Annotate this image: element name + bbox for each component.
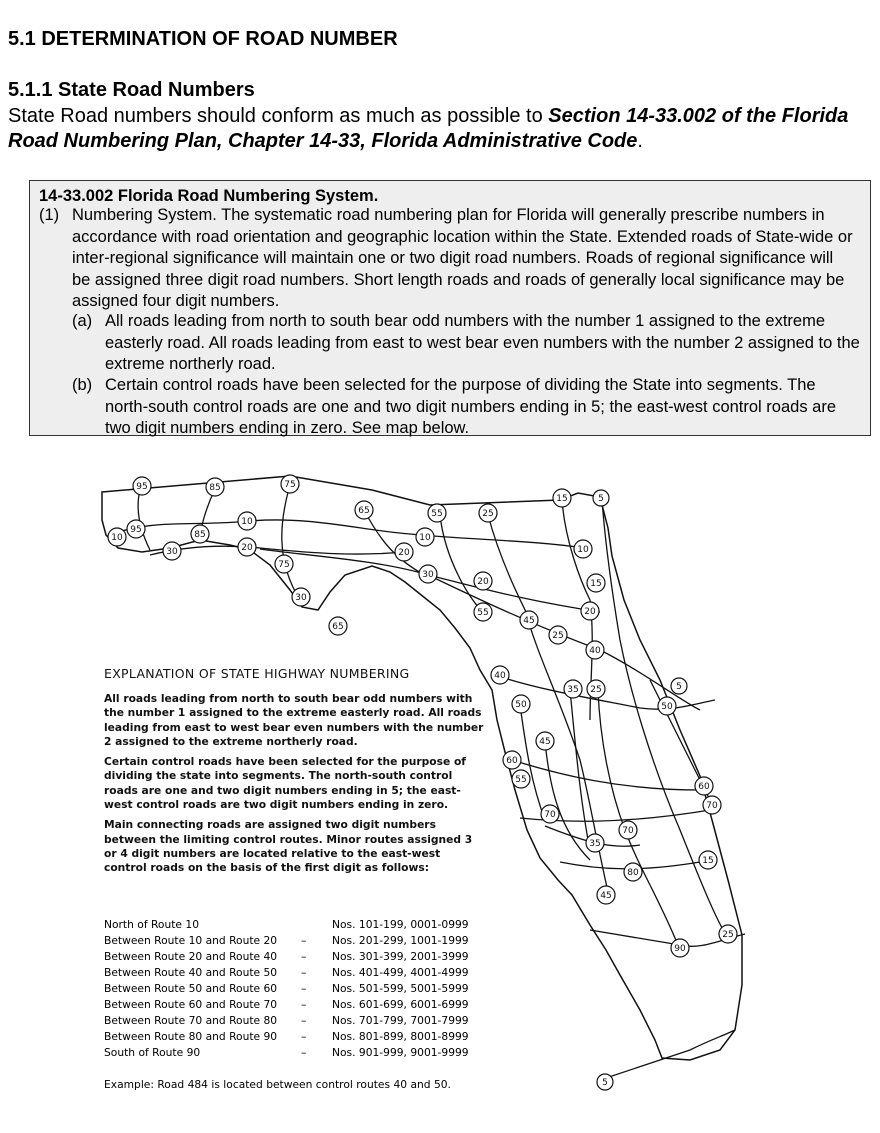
route-marker-label: 10: [111, 533, 123, 543]
range-numbers: Nos. 701-799, 7001-7999: [332, 1014, 469, 1027]
route-marker-label: 10: [419, 533, 431, 543]
range-label: Between Route 60 and Route 70: [104, 998, 278, 1011]
code-reference: Section 14-33.002 of the Florida Road Numbering Plan, Chapter 14-33, Florida Administrative Code: [8, 105, 849, 152]
route-marker: [512, 695, 530, 713]
explanation-paragraph: Main connecting roads are assigned two digit numbers between the limiting control routes. Minor routes assigned 3 or 4 digit numbers are located relative to the east-west control roads on the basis of the first digit as follows:: [104, 818, 473, 875]
range-label: Between Route 80 and Route 90: [104, 1030, 278, 1043]
route-marker-label: 55: [515, 775, 527, 785]
route-marker: [719, 925, 737, 943]
route-marker-label: 15: [590, 579, 602, 589]
route-marker-label: 30: [166, 547, 178, 557]
example-note: Example: Road 484 is located between control routes 40 and 50.: [104, 1078, 451, 1091]
section-title: 5.1 DETERMINATION OF ROAD NUMBER: [8, 28, 398, 50]
range-numbers: Nos. 501-599, 5001-5999: [332, 982, 469, 995]
intro-paragraph: [8, 104, 868, 154]
route-marker-label: 45: [600, 891, 612, 901]
route-marker-label: 75: [284, 480, 296, 490]
rule-label: (a): [72, 312, 93, 330]
route-marker: [292, 588, 310, 606]
route-marker: [587, 680, 605, 698]
route-marker: [108, 528, 126, 546]
range-label: Between Route 70 and Route 80: [104, 1014, 278, 1027]
route-marker: [619, 821, 637, 839]
route-marker-label: 20: [584, 607, 596, 617]
route-marker: [581, 602, 599, 620]
route-marker-label: 70: [706, 801, 718, 811]
route-marker: [491, 666, 509, 684]
rule-label: (1): [39, 206, 60, 224]
rule-text: All roads leading from north to south bear odd numbers with the number 1 assigned to the extreme easterly road. All roads leading from east to west bear even numbers with the number 2 assigned to the extreme northerly road.: [105, 312, 860, 373]
route-marker: [512, 770, 530, 788]
range-dash: –: [301, 1030, 307, 1043]
route-marker: [574, 540, 592, 558]
range-dash: –: [301, 982, 307, 995]
route-marker-label: 15: [702, 856, 714, 866]
route-marker: [553, 489, 571, 507]
route-marker: [597, 886, 615, 904]
explanation-legend: [104, 666, 484, 882]
route-marker: [474, 572, 492, 590]
rule-box-title: 14-33.002 Florida Road Numbering System.: [39, 187, 379, 205]
rule-paragraph-1: [39, 205, 854, 313]
range-numbers: Nos. 601-699, 6001-6999: [332, 998, 469, 1011]
range-numbers: Nos. 401-499, 4001-4999: [332, 966, 469, 979]
route-marker: [281, 475, 299, 493]
route-marker-label: 35: [589, 839, 601, 849]
rule-box: [29, 180, 871, 436]
route-marker-label: 95: [136, 482, 148, 492]
range-dash: –: [301, 1046, 307, 1059]
route-marker: [474, 603, 492, 621]
range-label: Between Route 50 and Route 60: [104, 982, 278, 995]
route-marker: [419, 565, 437, 583]
route-marker-label: 5: [676, 682, 682, 692]
route-marker: [564, 680, 582, 698]
route-marker-label: 70: [622, 826, 634, 836]
route-marker-label: 30: [422, 570, 434, 580]
route-marker: [586, 834, 604, 852]
intro-text: State Road numbers should conform as much as possible to: [8, 105, 549, 127]
rule-label: (b): [72, 376, 93, 394]
route-marker: [416, 528, 434, 546]
route-marker: [541, 805, 559, 823]
route-marker-label: 40: [589, 646, 601, 656]
explanation-paragraph: Certain control roads have been selected for the purpose of dividing the state into segments. The north-south control roads are one and two digit numbers ending in 5; the east-west control roads are two digit numbers ending in zero.: [104, 755, 466, 812]
route-marker: [624, 863, 642, 881]
route-marker-label: 15: [556, 494, 568, 504]
range-label: Between Route 40 and Route 50: [104, 966, 278, 979]
range-numbers: Nos. 901-999, 9001-9999: [332, 1046, 469, 1059]
route-marker-label: 65: [332, 622, 344, 632]
range-label: Between Route 10 and Route 20: [104, 934, 278, 947]
route-marker-label: 80: [627, 868, 639, 878]
route-marker-label: 70: [544, 810, 556, 820]
route-marker: [503, 751, 521, 769]
range-dash: –: [301, 934, 307, 947]
route-marker: [133, 477, 151, 495]
route-marker-label: 10: [241, 517, 253, 527]
route-marker-label: 95: [130, 525, 142, 535]
route-marker-label: 85: [194, 530, 206, 540]
explanation-title: EXPLANATION OF STATE HIGHWAY NUMBERING: [104, 666, 410, 681]
route-marker-label: 55: [477, 608, 489, 618]
route-marker: [329, 617, 347, 635]
route-marker-label: 90: [674, 944, 686, 954]
route-marker: [671, 678, 687, 694]
route-marker-label: 60: [698, 782, 710, 792]
range-dash: –: [301, 1014, 307, 1027]
route-marker-label: 35: [567, 685, 579, 695]
range-numbers: Nos. 301-399, 2001-3999: [332, 950, 469, 963]
route-marker: [520, 611, 538, 629]
route-marker-label: 25: [482, 509, 494, 519]
route-marker-label: 60: [506, 756, 518, 766]
route-marker: [536, 732, 554, 750]
route-marker-label: 45: [523, 616, 535, 626]
range-dash: –: [301, 966, 307, 979]
route-marker: [593, 490, 609, 506]
route-marker-label: 45: [539, 737, 551, 747]
route-marker-label: 75: [278, 560, 290, 570]
route-marker-label: 50: [515, 700, 527, 710]
route-marker-label: 50: [661, 702, 673, 712]
route-marker: [238, 538, 256, 556]
route-marker-label: 20: [398, 548, 410, 558]
route-marker: [191, 525, 209, 543]
range-dash: –: [301, 998, 307, 1011]
range-numbers: Nos. 101-199, 0001-0999: [332, 918, 469, 931]
route-marker: [671, 939, 689, 957]
route-marker-label: 5: [602, 1078, 608, 1088]
subsection-title: 5.1.1 State Road Numbers: [8, 79, 255, 101]
explanation-paragraph: All roads leading from north to south bear odd numbers with the number 1 assigned to the extreme easterly road. All roads leading from east to west bear even numbers with the number 2 assigned to the extreme northerly road.: [104, 692, 484, 748]
route-marker-label: 30: [295, 593, 307, 603]
rule-paragraph-a: [72, 311, 862, 376]
rule-text: Numbering System. The systematic road numbering plan for Florida will generally prescribe numbers in accordance with road orientation and geographic location within the State. Extended roads of State-wide or inter-regional significance will maintain one or two digit road numbers. Roads of regional significance will be assigned three digit road numbers. Short length roads and roads of generally local significance may be assigned four digit numbers.: [72, 206, 853, 310]
route-marker: [428, 504, 446, 522]
route-marker: [587, 574, 605, 592]
rule-text: Certain control roads have been selected for the purpose of dividing the State into segments. The north-south control roads are one and two digit numbers ending in 5; the east-west control roads are two digit numbers ending in zero. See map below.: [105, 376, 837, 437]
route-marker-label: 20: [241, 543, 253, 553]
intro-end: .: [637, 130, 643, 152]
route-marker-label: 85: [209, 483, 221, 493]
range-numbers: Nos. 201-299, 1001-1999: [332, 934, 469, 947]
route-marker: [549, 626, 567, 644]
route-marker: [703, 796, 721, 814]
route-marker-label: 25: [552, 631, 564, 641]
route-marker: [695, 777, 713, 795]
range-numbers: Nos. 801-899, 8001-8999: [332, 1030, 469, 1043]
route-marker: [238, 512, 256, 530]
route-marker: [658, 697, 676, 715]
range-label: South of Route 90: [104, 1046, 201, 1059]
route-marker-label: 65: [358, 506, 370, 516]
route-marker-label: 10: [577, 545, 589, 555]
route-marker-label: 5: [598, 494, 604, 504]
range-label: Between Route 20 and Route 40: [104, 950, 278, 963]
range-label: North of Route 10: [104, 918, 200, 931]
route-marker-label: 20: [477, 577, 489, 587]
route-marker: [275, 555, 293, 573]
route-marker: [395, 543, 413, 561]
range-dash: –: [301, 950, 307, 963]
route-marker: [206, 478, 224, 496]
route-marker-label: 55: [431, 509, 443, 519]
route-marker: [127, 520, 145, 538]
route-marker: [479, 504, 497, 522]
route-marker-label: 25: [590, 685, 602, 695]
route-marker-label: 25: [722, 930, 734, 940]
route-marker: [586, 641, 604, 659]
route-marker: [163, 542, 181, 560]
route-marker-label: 40: [494, 671, 506, 681]
rule-paragraph-b: [72, 375, 862, 440]
route-marker: [355, 501, 373, 519]
route-marker: [597, 1074, 613, 1090]
route-marker: [699, 851, 717, 869]
route-ranges-table: [104, 918, 484, 1068]
